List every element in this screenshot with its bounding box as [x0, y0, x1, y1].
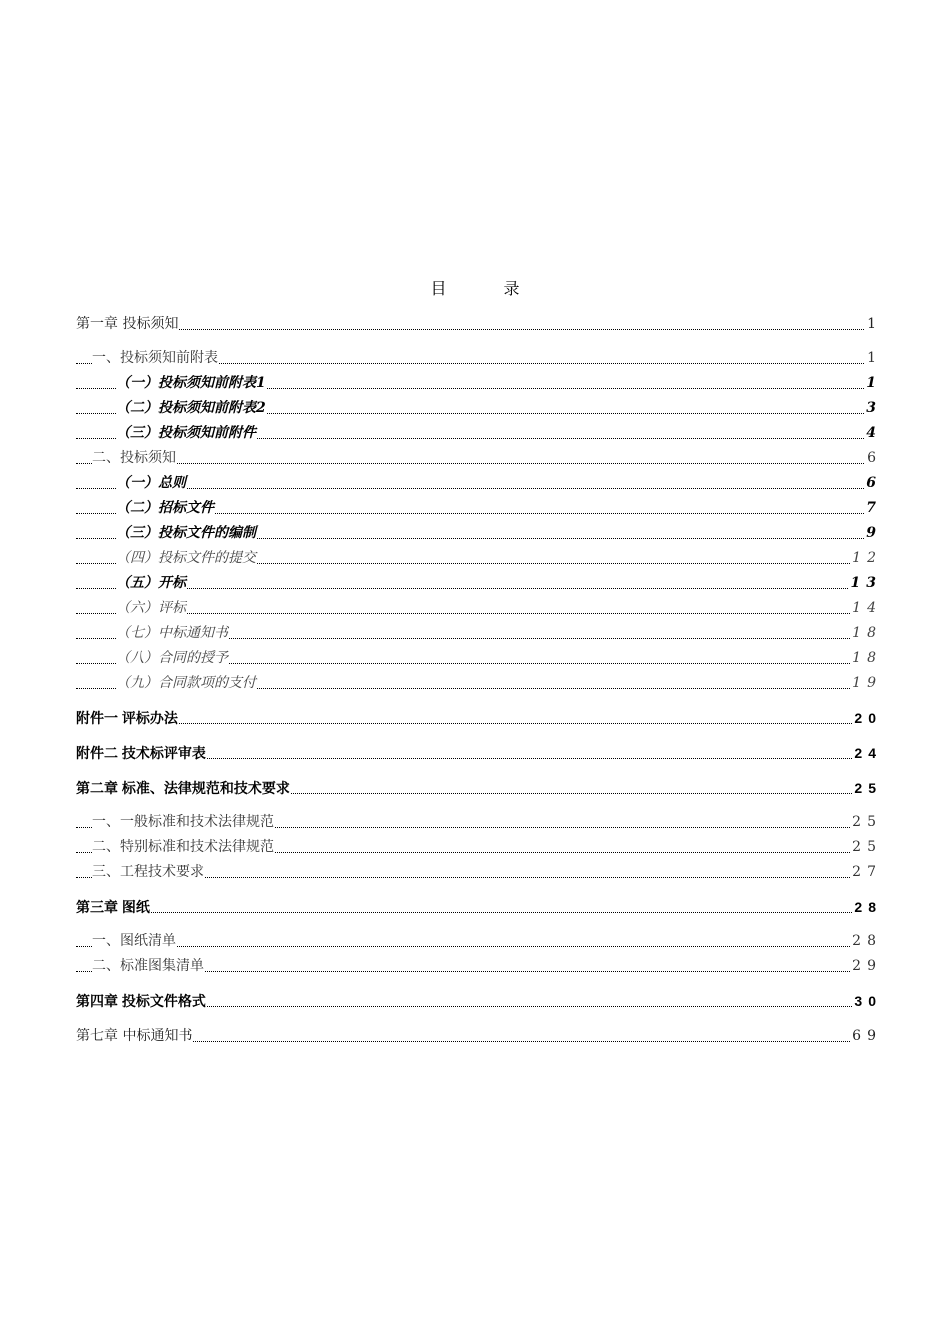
toc-entry-title: （八）合同的授予	[116, 650, 228, 666]
dot-leader	[76, 912, 876, 913]
toc-entry[interactable]	[76, 312, 882, 337]
toc-entry-page: 28	[850, 929, 882, 954]
dot-leader	[76, 588, 876, 589]
dot-leader	[76, 723, 876, 724]
dot-leader	[76, 1041, 876, 1042]
toc-entry[interactable]	[76, 860, 882, 885]
toc-entry-title: 一、图纸清单	[92, 933, 176, 949]
toc-entry-title: 二、标准图集清单	[92, 958, 204, 974]
toc-entry-page: 1	[865, 346, 882, 371]
toc-entry-page: 19	[850, 671, 882, 696]
table-of-contents	[76, 312, 882, 1049]
toc-entry-title: 附件二 技术标评审表	[76, 745, 206, 761]
toc-entry[interactable]	[76, 546, 882, 571]
toc-entry-page: 29	[850, 954, 882, 979]
toc-entry-title: 第一章 投标须知	[76, 316, 179, 332]
toc-entry[interactable]	[76, 421, 882, 446]
toc-entry-title: 第七章 中标通知书	[76, 1028, 193, 1044]
toc-entry[interactable]	[76, 1024, 882, 1049]
toc-entry[interactable]	[76, 741, 882, 766]
dot-leader	[76, 463, 876, 464]
toc-entry-title: 二、特别标准和技术法律规范	[92, 839, 274, 855]
toc-entry-page: 6	[865, 446, 882, 471]
dot-leader	[76, 329, 876, 330]
toc-entry-title: 第三章 图纸	[76, 899, 150, 915]
toc-entry-title: （一）总则	[116, 475, 186, 491]
toc-entry-page: 7	[864, 496, 882, 521]
toc-entry-title: 三、工程技术要求	[92, 864, 204, 880]
toc-entry-title: （二）投标须知前附表2	[116, 400, 266, 416]
toc-entry-page: 4	[864, 421, 882, 446]
toc-entry-page: 3	[864, 396, 882, 421]
toc-entry-page: 28	[852, 895, 882, 920]
dot-leader	[76, 488, 876, 489]
toc-entry[interactable]	[76, 646, 882, 671]
toc-entry-page: 18	[850, 646, 882, 671]
toc-entry[interactable]	[76, 346, 882, 371]
toc-entry-page: 14	[850, 596, 882, 621]
toc-entry[interactable]	[76, 954, 882, 979]
toc-entry[interactable]	[76, 371, 882, 396]
dot-leader	[76, 946, 876, 947]
toc-entry-page: 9	[864, 521, 882, 546]
toc-entry-title: 附件一 评标办法	[76, 710, 178, 726]
toc-entry[interactable]	[76, 496, 882, 521]
toc-entry[interactable]	[76, 571, 882, 596]
toc-entry-page: 25	[850, 810, 882, 835]
toc-entry-page: 13	[849, 571, 882, 596]
toc-entry-title: （五）开标	[116, 575, 186, 591]
toc-entry-title: 一、一般标准和技术法律规范	[92, 814, 274, 830]
toc-entry-title: （二）招标文件	[116, 500, 214, 516]
toc-entry-page: 30	[852, 989, 882, 1014]
toc-entry-title: 第四章 投标文件格式	[76, 993, 206, 1009]
toc-entry[interactable]	[76, 810, 882, 835]
toc-entry-title: （六）评标	[116, 600, 186, 616]
toc-entry-page: 1	[865, 312, 882, 337]
dot-leader	[76, 613, 876, 614]
toc-entry-page: 18	[850, 621, 882, 646]
toc-entry-title: 第二章 标准、法律规范和技术要求	[76, 780, 290, 796]
toc-entry[interactable]	[76, 446, 882, 471]
toc-title: 目 录	[430, 279, 546, 298]
toc-entry-page: 1	[864, 371, 882, 396]
toc-entry-title: （四）投标文件的提交	[116, 550, 256, 566]
toc-entry-title: （七）中标通知书	[116, 625, 228, 641]
toc-entry[interactable]	[76, 835, 882, 860]
toc-entry[interactable]	[76, 396, 882, 421]
toc-entry[interactable]	[76, 621, 882, 646]
toc-entry[interactable]	[76, 471, 882, 496]
toc-entry[interactable]	[76, 989, 882, 1014]
toc-entry-page: 6	[864, 471, 882, 496]
toc-entry[interactable]	[76, 895, 882, 920]
toc-entry[interactable]	[76, 776, 882, 801]
toc-entry-page: 24	[852, 741, 882, 766]
toc-entry-page: 12	[850, 546, 882, 571]
toc-entry[interactable]	[76, 671, 882, 696]
toc-entry[interactable]	[76, 706, 882, 731]
toc-entry-page: 25	[852, 776, 882, 801]
toc-entry[interactable]	[76, 929, 882, 954]
toc-entry-title: （三）投标文件的编制	[116, 525, 256, 541]
toc-entry[interactable]	[76, 596, 882, 621]
toc-entry-page: 69	[850, 1024, 882, 1049]
toc-entry-title: （三）投标须知前附件	[116, 425, 256, 441]
toc-entry[interactable]	[76, 521, 882, 546]
toc-entry-title: 二、投标须知	[92, 450, 176, 466]
toc-entry-page: 27	[850, 860, 882, 885]
toc-entry-page: 20	[852, 706, 882, 731]
toc-entry-title: （九）合同款项的支付	[116, 675, 256, 691]
toc-entry-title: （一）投标须知前附表1	[116, 375, 266, 391]
toc-entry-title: 一、投标须知前附表	[92, 350, 218, 366]
toc-entry-page: 25	[850, 835, 882, 860]
